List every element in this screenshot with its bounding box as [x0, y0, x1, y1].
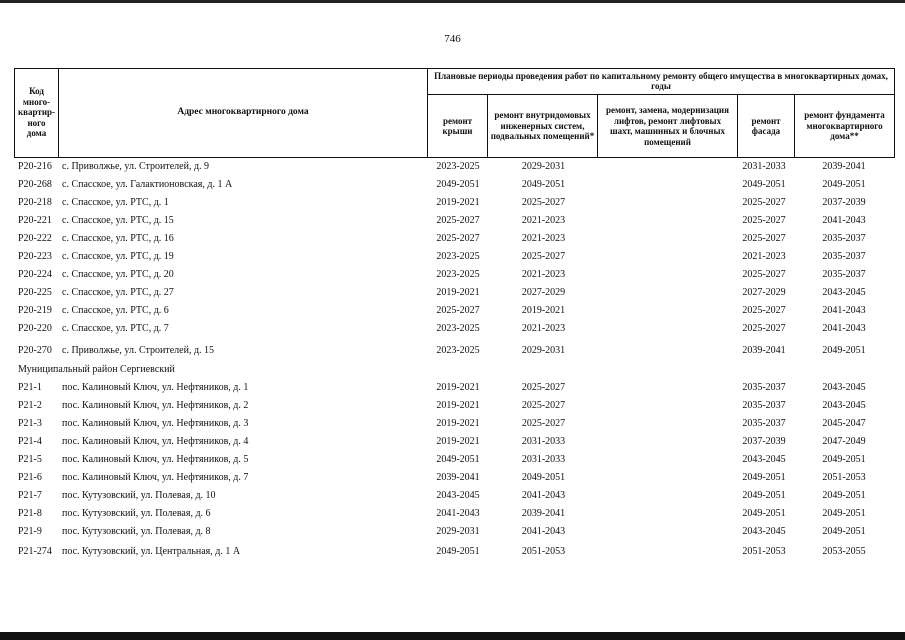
cell-roof: 2019-2021	[436, 197, 480, 208]
cell-foundation: 2035-2037	[822, 269, 866, 280]
table-row	[14, 523, 895, 541]
cell-engineering: 2025-2027	[521, 382, 566, 393]
table-row	[14, 212, 895, 230]
cell-code: Р20-225	[18, 287, 52, 298]
table-row	[14, 230, 895, 248]
table-row	[14, 194, 895, 212]
cell-foundation: 2043-2045	[822, 400, 866, 411]
cell-foundation: 2035-2037	[822, 251, 866, 262]
cell-engineering: 2051-2053	[521, 546, 566, 557]
cell-engineering: 2031-2033	[521, 454, 566, 465]
cell-foundation: 2035-2037	[822, 233, 866, 244]
cell-engineering: 2049-2051	[521, 179, 566, 190]
cell-roof: 2029-2031	[436, 526, 480, 537]
cell-engineering: 2039-2041	[521, 508, 566, 519]
cell-address: с. Приволжье, ул. Строителей, д. 15	[62, 345, 215, 356]
table-row	[14, 505, 895, 523]
table-row	[14, 433, 895, 451]
cell-code: Р21-9	[18, 526, 42, 537]
cell-address: пос. Калиновый Ключ, ул. Нефтяников, д. 3	[62, 418, 249, 429]
header-foundation: ремонт фундамента многоквартирного дома**	[804, 110, 885, 142]
page-number: 746	[444, 33, 461, 45]
cell-roof: 2049-2051	[436, 454, 480, 465]
cell-facade: 2027-2029	[742, 287, 786, 298]
cell-facade: 2037-2039	[742, 436, 786, 447]
cell-roof: 2023-2025	[436, 251, 480, 262]
table-row	[14, 158, 895, 176]
cell-engineering: 2021-2023	[521, 269, 566, 280]
cell-address: пос. Калиновый Ключ, ул. Нефтяников, д. 5	[62, 454, 249, 465]
cell-facade: 2025-2027	[742, 197, 786, 208]
cell-foundation: 2047-2049	[822, 436, 866, 447]
header-code-line: Код	[29, 86, 44, 97]
cell-address: с. Спасское, ул. Галактионовская, д. 1 А	[62, 179, 233, 190]
cell-foundation: 2041-2043	[822, 305, 866, 316]
header-facade: ремонт фасада	[751, 115, 781, 136]
cell-foundation: 2053-2055	[822, 546, 866, 557]
cell-facade: 2035-2037	[742, 418, 786, 429]
table-row	[14, 469, 895, 487]
table-row	[14, 302, 895, 320]
cell-foundation: 2049-2051	[822, 454, 866, 465]
cell-facade: 2025-2027	[742, 323, 786, 334]
cell-engineering: 2031-2033	[521, 436, 566, 447]
cell-engineering: 2025-2027	[521, 418, 566, 429]
cell-foundation: 2041-2043	[822, 323, 866, 334]
cell-roof: 2049-2051	[436, 546, 480, 557]
cell-roof: 2025-2027	[436, 233, 480, 244]
cell-code: Р21-6	[18, 472, 42, 483]
cell-address: пос. Калиновый Ключ, ул. Нефтяников, д. 4	[62, 436, 249, 447]
table-header	[14, 68, 895, 158]
bottom-border	[0, 632, 905, 640]
cell-address: с. Спасское, ул. РТС, д. 27	[62, 287, 174, 298]
cell-code: Р20-218	[18, 197, 52, 208]
cell-engineering: 2025-2027	[521, 251, 566, 262]
cell-code: Р20-221	[18, 215, 52, 226]
cell-code: Р20-216	[18, 161, 52, 172]
cell-address: пос. Кутузовский, ул. Полевая, д. 10	[62, 490, 216, 501]
cell-engineering: 2029-2031	[521, 345, 566, 356]
cell-facade: 2025-2027	[742, 269, 786, 280]
cell-address: с. Спасское, ул. РТС, д. 15	[62, 215, 174, 226]
cell-roof: 2019-2021	[436, 382, 480, 393]
cell-roof: 2049-2051	[436, 179, 480, 190]
cell-facade: 2043-2045	[742, 454, 786, 465]
cell-facade: 2039-2041	[742, 345, 786, 356]
cell-facade: 2043-2045	[742, 526, 786, 537]
cell-roof: 2023-2025	[436, 323, 480, 334]
cell-code: Р21-7	[18, 490, 42, 501]
cell-engineering: 2021-2023	[521, 323, 566, 334]
table-row	[14, 266, 895, 284]
cell-roof: 2019-2021	[436, 287, 480, 298]
cell-code: Р20-220	[18, 323, 52, 334]
cell-roof: 2023-2025	[436, 161, 480, 172]
cell-code: Р21-2	[18, 400, 42, 411]
header-vline	[894, 68, 895, 158]
header-code-line: ного	[27, 117, 46, 128]
table-row	[14, 379, 895, 397]
cell-facade: 2031-2033	[742, 161, 786, 172]
cell-code: Р21-8	[18, 508, 42, 519]
header-code-line: квартир-	[17, 107, 56, 118]
cell-engineering: 2041-2043	[521, 526, 566, 537]
cell-foundation: 2051-2053	[822, 472, 866, 483]
table-row	[14, 397, 895, 415]
cell-address: пос. Кутузовский, ул. Полевая, д. 6	[62, 508, 211, 519]
cell-address: пос. Калиновый Ключ, ул. Нефтяников, д. 7	[62, 472, 249, 483]
cell-facade: 2035-2037	[742, 400, 786, 411]
section-title: Муниципальный район Сергиевский	[18, 364, 175, 375]
cell-engineering: 2021-2023	[521, 233, 566, 244]
table-row	[14, 176, 895, 194]
table-row	[14, 543, 895, 561]
cell-roof: 2019-2021	[436, 418, 480, 429]
cell-code: Р21-1	[18, 382, 42, 393]
header-code	[15, 68, 58, 157]
header-address: Адрес многоквартирного дома	[177, 107, 309, 118]
header-code-line: дома	[26, 128, 47, 139]
table-row	[14, 320, 895, 338]
cell-engineering: 2021-2023	[521, 215, 566, 226]
cell-code: Р21-3	[18, 418, 42, 429]
cell-roof: 2025-2027	[436, 305, 480, 316]
header-lifts: ремонт, замена, модернизация лифтов, ремонт лифтовых шахт, машинных и блочных помещений	[606, 105, 729, 147]
cell-facade: 2021-2023	[742, 251, 786, 262]
cell-address: пос. Калиновый Ключ, ул. Нефтяников, д. 2	[62, 400, 249, 411]
cell-engineering: 2027-2029	[521, 287, 566, 298]
cell-roof: 2039-2041	[436, 472, 480, 483]
cell-roof: 2043-2045	[436, 490, 480, 501]
table-row	[14, 487, 895, 505]
cell-address: с. Спасское, ул. РТС, д. 1	[62, 197, 169, 208]
cell-engineering: 2041-2043	[521, 490, 566, 501]
top-border	[0, 0, 905, 3]
cell-facade: 2049-2051	[742, 472, 786, 483]
cell-code: Р21-4	[18, 436, 42, 447]
cell-address: с. Спасское, ул. РТС, д. 19	[62, 251, 174, 262]
table-row	[14, 342, 895, 360]
cell-roof: 2023-2025	[436, 345, 480, 356]
cell-engineering: 2029-2031	[521, 161, 566, 172]
cell-facade: 2049-2051	[742, 508, 786, 519]
cell-engineering: 2025-2027	[521, 197, 566, 208]
cell-code: Р20-224	[18, 269, 52, 280]
cell-address: пос. Кутузовский, ул. Полевая, д. 8	[62, 526, 211, 537]
cell-foundation: 2043-2045	[822, 382, 866, 393]
cell-code: Р21-274	[18, 546, 52, 557]
cell-address: с. Спасское, ул. РТС, д. 16	[62, 233, 174, 244]
cell-roof: 2019-2021	[436, 400, 480, 411]
cell-engineering: 2049-2051	[521, 472, 566, 483]
cell-address: с. Спасское, ул. РТС, д. 7	[62, 323, 169, 334]
cell-facade: 2035-2037	[742, 382, 786, 393]
cell-facade: 2025-2027	[742, 305, 786, 316]
header-group: Плановые периоды проведения работ по капитальному ремонту общего имущества в многоквартирных домах, годы	[434, 70, 888, 91]
table-row	[14, 284, 895, 302]
cell-roof: 2041-2043	[436, 508, 480, 519]
cell-foundation: 2037-2039	[822, 197, 866, 208]
cell-facade: 2051-2053	[742, 546, 786, 557]
table-row	[14, 415, 895, 433]
cell-facade: 2049-2051	[742, 179, 786, 190]
cell-foundation: 2049-2051	[822, 179, 866, 190]
cell-address: с. Спасское, ул. РТС, д. 20	[62, 269, 174, 280]
header-roof: ремонт крыши	[442, 115, 473, 136]
cell-code: Р20-222	[18, 233, 52, 244]
cell-facade: 2049-2051	[742, 490, 786, 501]
cell-roof: 2023-2025	[436, 269, 480, 280]
header-engineering: ремонт внутридомовых инженерных систем, подвальных помещений*	[490, 110, 595, 142]
header-code-line: много-	[22, 96, 51, 107]
cell-address: пос. Кутузовский, ул. Центральная, д. 1 А	[62, 546, 241, 557]
cell-code: Р20-219	[18, 305, 52, 316]
cell-foundation: 2049-2051	[822, 345, 866, 356]
cell-foundation: 2045-2047	[822, 418, 866, 429]
table-row	[14, 451, 895, 469]
cell-foundation: 2041-2043	[822, 215, 866, 226]
cell-foundation: 2043-2045	[822, 287, 866, 298]
cell-code: Р21-5	[18, 454, 42, 465]
cell-code: Р20-223	[18, 251, 52, 262]
cell-foundation: 2039-2041	[822, 161, 866, 172]
cell-roof: 2025-2027	[436, 215, 480, 226]
cell-address: пос. Калиновый Ключ, ул. Нефтяников, д. 1	[62, 382, 249, 393]
table-row	[14, 248, 895, 266]
cell-foundation: 2049-2051	[822, 526, 866, 537]
cell-code: Р20-268	[18, 179, 52, 190]
cell-address: с. Приволжье, ул. Строителей, д. 9	[62, 161, 210, 172]
cell-facade: 2025-2027	[742, 215, 786, 226]
cell-address: с. Спасское, ул. РТС, д. 6	[62, 305, 169, 316]
cell-foundation: 2049-2051	[822, 490, 866, 501]
cell-roof: 2019-2021	[436, 436, 480, 447]
cell-code: Р20-270	[18, 345, 52, 356]
cell-engineering: 2019-2021	[521, 305, 566, 316]
cell-foundation: 2049-2051	[822, 508, 866, 519]
cell-engineering: 2025-2027	[521, 400, 566, 411]
cell-facade: 2025-2027	[742, 233, 786, 244]
